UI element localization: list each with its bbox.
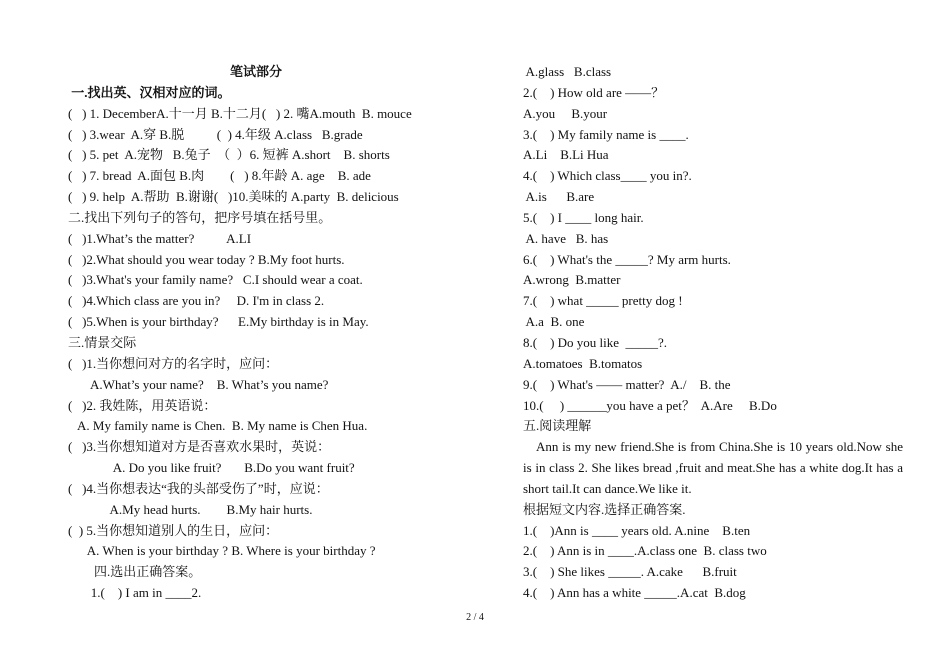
- instruction-line: 根据短文内容.选择正确答案.: [523, 501, 686, 517]
- question-line: 1.( )Ann is ____ years old. A.nine B.ten: [523, 522, 751, 538]
- answer-options: A. When is your birthday ? B. Where is your birthday ?: [68, 543, 376, 559]
- question-line: ( )2. 我姓陈，用英语说：: [68, 397, 217, 413]
- section-heading: 五.阅读理解: [523, 418, 592, 434]
- question-line: ( ) 3.wear A.穿 B.脱 ( ) 4.年级 A.class B.grade: [68, 126, 363, 142]
- question-line: ( ) 1. DecemberA.十一月 B.十二月( ) 2. 嘴A.mouth B. mouce: [68, 105, 412, 121]
- question-line: ( )4.当你想表达“我的头部受伤了”时，应说：: [68, 480, 329, 496]
- question-line: 3.( ) My family name is ____.: [523, 126, 689, 142]
- answer-options: A.wrong B.matter: [523, 272, 621, 288]
- answer-options: A.is B.are: [523, 189, 595, 205]
- question-line: 4.( ) Which class____ you in?.: [523, 168, 692, 184]
- question-line: ( ) 5. pet A.宠物 B.兔子 （ ）6. 短裤 A.short B. shorts: [68, 147, 390, 163]
- question-line: ( )1.What’s the matter? A.LI: [68, 230, 252, 246]
- question-line: 2.( ) How old are ——？: [523, 84, 665, 100]
- answer-options: A.Li B.Li Hua: [523, 147, 609, 163]
- section-heading: 四.选出正确答案。: [68, 564, 202, 580]
- left-column: [68, 62, 448, 604]
- question-line: 5.( ) I ____ long hair.: [523, 209, 644, 225]
- reading-passage: Ann is my new friend.She is from China.She is 10 years old.Now she is in class 2. She likes bread ,fruit and meat.She has a white dog.It has a short tail.It can dance.We like it.: [523, 439, 903, 496]
- page-number: 2 / 4: [466, 612, 484, 623]
- answer-options: A.a B. one: [523, 314, 585, 330]
- answer-options: A. Do you like fruit? B.Do you want fruit?: [68, 460, 355, 476]
- answer-options: A.you B.your: [523, 105, 608, 121]
- question-line: ( ) 5.当你想知道别人的生日，应问：: [68, 522, 279, 538]
- question-line: 4.( ) Ann has a white _____.A.cat B.dog: [523, 585, 746, 601]
- question-line: 8.( ) Do you like _____?.: [523, 334, 668, 350]
- question-line: ( )3.What's your family name? C.I should wear a coat.: [68, 272, 363, 288]
- section-title: 笔试部分: [229, 64, 282, 79]
- answer-options: A. have B. has: [523, 230, 609, 246]
- question-line: 7.( ) what _____ pretty dog !: [523, 293, 683, 309]
- question-line: ( )3.当你想知道对方是否喜欢水果时，英说：: [68, 439, 331, 455]
- question-line: 9.( ) What's —— matter? A./ B. the: [523, 376, 731, 392]
- question-line: ( ) 7. bread A.面包 B.肉 ( ) 8.年龄 A. age B. ade: [68, 168, 371, 184]
- question-line: 10.( ) ______you have a pet？ A.Are B.Do: [523, 397, 777, 413]
- section-heading: 三.情景交际: [68, 334, 137, 350]
- right-column: [523, 62, 903, 604]
- question-line: ( )5.When is your birthday? E.My birthday is in May.: [68, 314, 369, 330]
- question-line: 2.( ) Ann is in ____.A.class one B. class two: [523, 543, 767, 559]
- answer-options: A.glass B.class: [523, 64, 612, 79]
- question-line: ( )2.What should you wear today ? B.My foot hurts.: [68, 251, 345, 267]
- answer-options: A.What’s your name? B. What’s you name?: [68, 376, 329, 392]
- answer-options: A. My family name is Chen. B. My name is Chen Hua.: [68, 418, 368, 434]
- question-line: 3.( ) She likes _____. A.cake B.fruit: [523, 564, 737, 580]
- answer-options: A.My head hurts. B.My hair hurts.: [68, 501, 313, 517]
- question-line: 6.( ) What's the _____? My arm hurts.: [523, 251, 731, 267]
- section-heading: 二.找出下列句子的答句，把序号填在括号里。: [68, 209, 332, 225]
- question-line: ( )1.当你想问对方的名字时，应问：: [68, 355, 279, 371]
- question-line: ( ) 9. help A.帮助 B.谢谢( )10.美味的 A.party B. delicious: [68, 189, 399, 205]
- question-line: 一.找出英、汉相对应的词。: [68, 84, 231, 100]
- question-line: ( )4.Which class are you in? D. I'm in class 2.: [68, 293, 325, 309]
- question-line: 1.( ) I am in ____2.: [68, 585, 202, 601]
- answer-options: A.tomatoes B.tomatos: [523, 355, 643, 371]
